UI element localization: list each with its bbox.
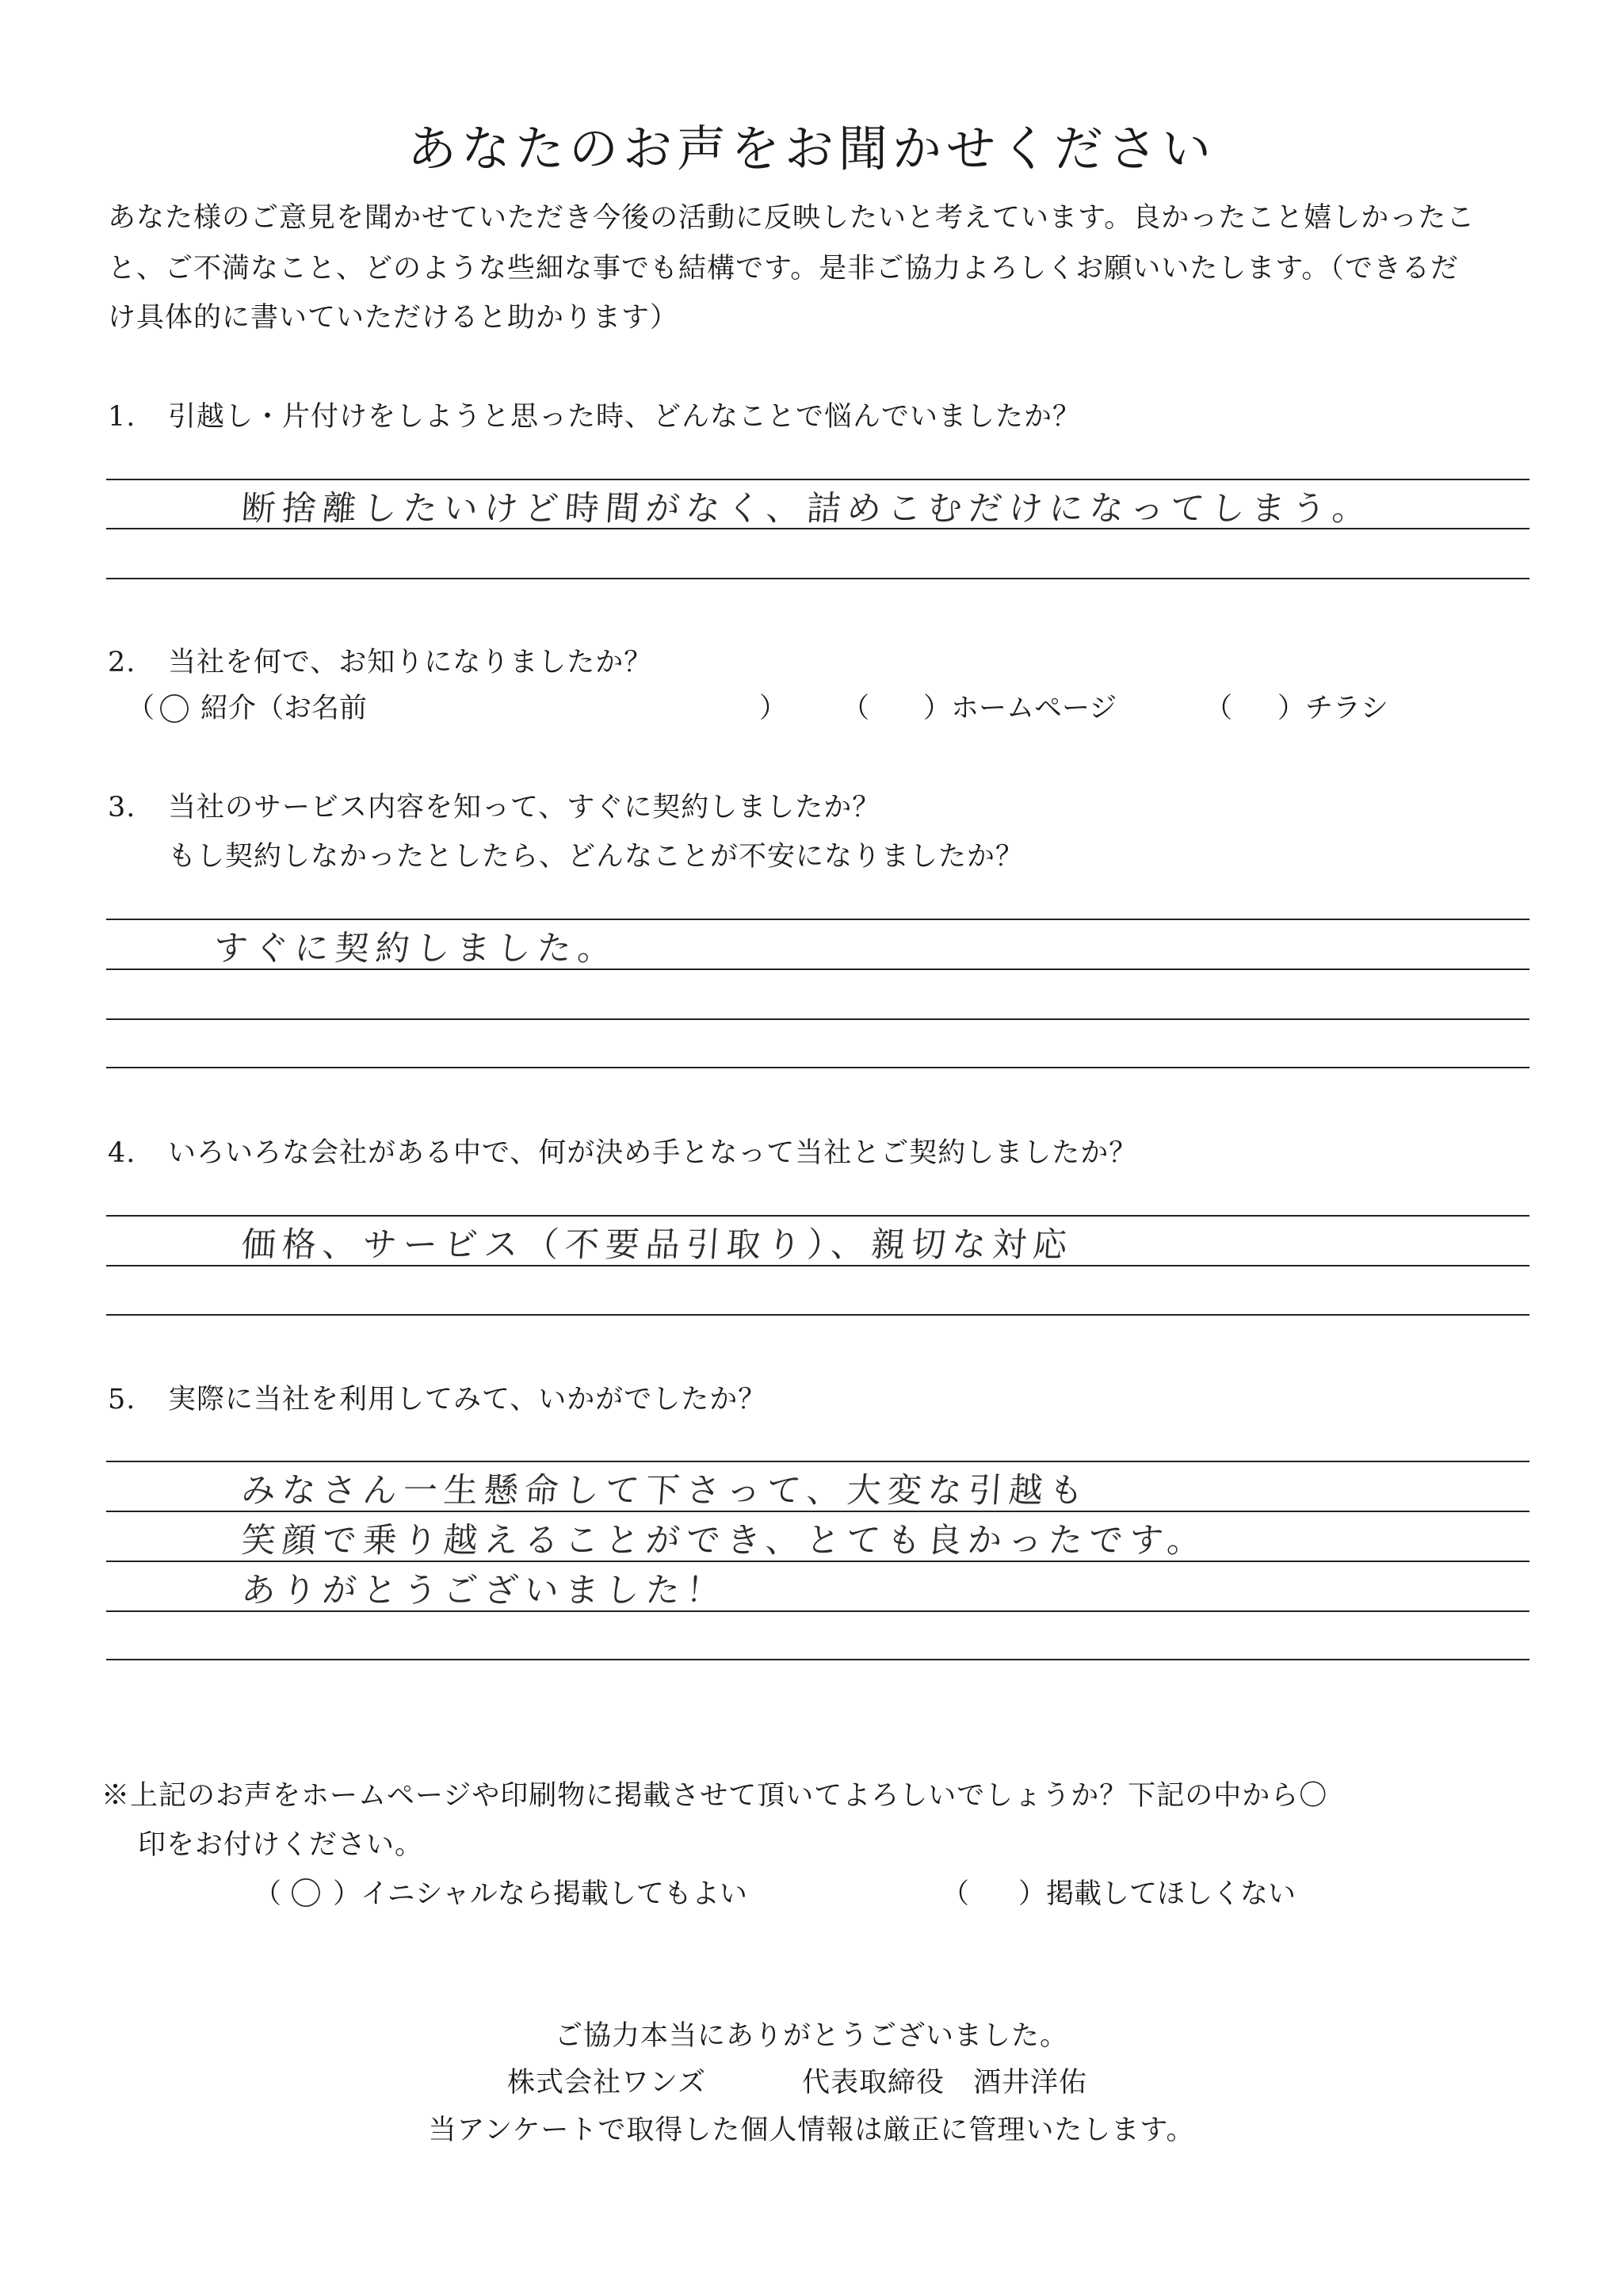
answer-line (106, 1561, 1529, 1562)
answer-line (106, 1265, 1529, 1266)
answer-line (106, 1314, 1529, 1316)
question-3 (108, 785, 880, 825)
question-5 (108, 1377, 766, 1417)
answer-line (106, 528, 1529, 529)
answer-line (106, 1659, 1529, 1660)
referral-close-paren: ） (759, 693, 788, 724)
question-text: 当社を何で、お知りになりましたか？ (168, 647, 653, 678)
answer-line (106, 1511, 1529, 1512)
referral-open-paren: （ (127, 693, 155, 724)
answer-line (106, 1067, 1529, 1068)
question-text: 当社のサービス内容を知って、すぐに契約しましたか？ (168, 792, 881, 823)
consent-question-line-1: ※上記のお声をホームページや印刷物に掲載させて頂いてよろしいでしょうか？下記の中から〇 (101, 1780, 1328, 1812)
q3-answer-handwriting: すぐに契約しました。 (212, 929, 620, 968)
answer-line (106, 1215, 1529, 1217)
q4-answer-handwriting: 価格、サービス（不要品引取り）、親切な対応 (240, 1225, 1075, 1265)
question-number: 1. (108, 401, 136, 433)
initials-circle-mark: 〇 (290, 1876, 322, 1912)
form-title: あなたのお声をお聞かせください (407, 120, 1216, 178)
q5-answer-line-2: 笑顔で乗り越えることができ、とても良かったです。 (240, 1521, 1209, 1561)
privacy-notice: 当アンケートで取得した個人情報は厳正に管理いたします。 (428, 2115, 1195, 2146)
consent-question-line-2: 印をお付けください。 (138, 1829, 424, 1861)
question-2 (108, 640, 652, 680)
question-3-sub: もし契約しなかったとしたら、どんなことが不安になりましたか？ (168, 841, 1025, 873)
answer-line (106, 919, 1529, 920)
thanks-message: ご協力本当にありがとうございました。 (554, 2020, 1068, 2052)
referral-option: 紹介（お名前 (200, 693, 368, 724)
answer-line (106, 479, 1529, 480)
flyer-option: ）チラシ (1277, 693, 1389, 724)
answer-line (106, 1018, 1529, 1020)
question-text: 引越し・片付けをしようと思った時、どんなことで悩んでいましたか？ (168, 401, 1082, 433)
homepage-open-paren: （ (842, 693, 870, 724)
intro-line-2: と、ご不満なこと、どのような些細な事でも結構です。是非ご協力よろしくお願いいたします。（できるだ (108, 253, 1459, 285)
homepage-option: ）ホームページ (923, 693, 1117, 724)
question-1 (108, 395, 1081, 434)
q5-answer-line-1: みなさん一生懸命して下さって、大変な引越も (240, 1471, 1091, 1511)
company-name: 株式会社ワンズ (507, 2067, 706, 2099)
answer-line (106, 968, 1529, 970)
question-text: いろいろな会社がある中で、何が決め手となって当社とご契約しましたか？ (168, 1137, 1138, 1169)
answer-line (106, 1610, 1529, 1612)
initials-open-paren: （ (254, 1878, 282, 1910)
decline-option: ）掲載してほしくない (1018, 1878, 1296, 1910)
question-number: 4. (108, 1137, 136, 1169)
question-number: 3. (108, 792, 136, 823)
question-4 (108, 1131, 1137, 1171)
initials-option: ）イニシャルなら掲載してもよい (333, 1878, 747, 1910)
q1-answer-handwriting: 断捨離したいけど時間がなく、詰めこむだけになってしまう。 (240, 489, 1374, 529)
question-number: 5. (108, 1384, 136, 1415)
referral-circle-mark: 〇 (158, 692, 190, 728)
representative: 代表取締役 酒井洋佑 (802, 2067, 1088, 2099)
question-text: 実際に当社を利用してみて、いかがでしたか？ (168, 1384, 767, 1415)
answer-line (106, 578, 1529, 579)
answer-line (106, 1461, 1529, 1462)
question-number: 2. (108, 647, 136, 678)
flyer-open-paren: （ (1205, 693, 1233, 724)
intro-line-1: あなた様のご意見を聞かせていただき今後の活動に反映したいと考えています。良かったこと嬉しかったこ (108, 202, 1476, 234)
q5-answer-line-3: ありがとうございました！ (240, 1571, 728, 1610)
intro-line-3: け具体的に書いていただけると助かります） (108, 302, 679, 334)
decline-open-paren: （ (941, 1878, 970, 1910)
